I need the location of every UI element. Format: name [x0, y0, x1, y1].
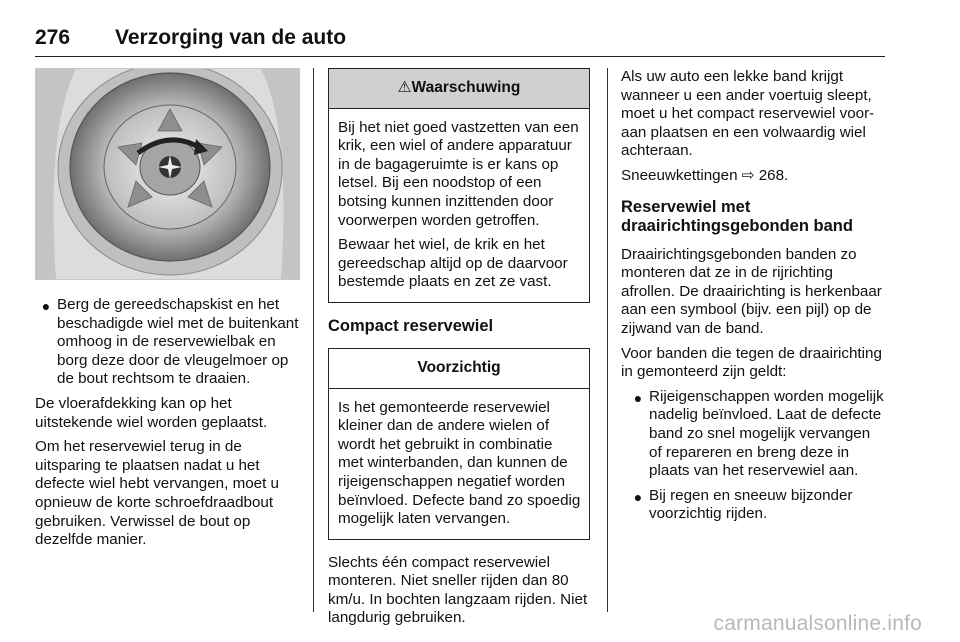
warning-header	[329, 69, 589, 109]
watermark: carmanualsonline.info	[713, 612, 922, 635]
right-column	[621, 68, 886, 530]
paragraph: De vloerafdekking kan op het uitstekende wiel worden geplaatst.	[35, 394, 268, 431]
section-title: Reservewiel met draairichtingsgebonden band	[621, 197, 853, 235]
column-divider	[607, 68, 608, 612]
list-item: ● Berg de gereedschapskist en het beschadigde wiel met de buitenkant omhoog in de reservewielbak en borg deze door de vleugelmoer op de bout rechtsom te draaien.	[35, 296, 299, 389]
list-item: ● Rijeigenschappen worden mogelijk nadelig beïnvloed. Laat de defecte band zo snel mogelijk vervangen of repareren en breng deze in plaats van het reservewiel aan.	[621, 388, 886, 481]
paragraph: Bij het niet goed vastzetten van een krik, een wiel of andere apparatuur in de bagageruimte is er kans op letsel. Bij een noodstop of een botsing kunnen inzittenden door voorwerpen worden getroffen.	[338, 118, 579, 229]
bullet-icon: ●	[633, 389, 643, 406]
spare-wheel-figure	[35, 68, 300, 280]
section-title: Compact reservewiel	[328, 316, 494, 335]
caution-box	[328, 348, 590, 540]
list-item: ● Bij regen en sneeuw bijzonder voorzichtig rijden.	[621, 487, 886, 524]
warning-title: Waarschuwing	[411, 79, 521, 96]
paragraph: Voor banden die tegen de draairichting in gemonteerd zijn geldt:	[621, 344, 882, 381]
paragraph: Slechts één compact reservewiel monteren. Niet sneller rijden dan 80 km/u. In bochten langzaam rijden. Niet langdurig gebruiken.	[328, 553, 588, 627]
warning-box	[328, 68, 590, 303]
paragraph: Is het gemonteerde reservewiel kleiner dan de andere wielen of wordt het gebruikt in combinatie met winterbanden, dan kunnen de rijeigenschappen negatief worden beïnvloed. Defecte band zo spoedig mogelijk laten vervangen.	[338, 398, 581, 528]
chapter-title: Verzorging van de auto	[115, 26, 347, 49]
caution-title: Voorzichtig	[329, 349, 589, 389]
paragraph: Als uw auto een lekke band krijgt wanneer u een ander voertuig sleept, moet u het compact reservewiel vooraan plaatsen en een volwaardig wiel achteraan.	[621, 68, 875, 160]
page-number: 276	[35, 26, 71, 49]
spare-wheel-illustration-icon	[36, 69, 299, 279]
column-divider	[313, 68, 314, 612]
paragraph: Draairichtingsgebonden banden zo monteren dat ze in de rijrichting afrollen. De draairichting is herkenbaar aan een symbool (bijv. een pijl) op de zijwand van de band.	[621, 245, 882, 337]
middle-column	[328, 68, 592, 634]
page-header	[35, 24, 885, 57]
warning-triangle-icon: ⚠	[397, 79, 412, 96]
paragraph: Om het reservewiel terug in de uitsparing te plaatsen nadat u het defecte wiel hebt vervangen, moet u opnieuw de korte schroefdraadbout gebruiken. Verwissel de bout op dezelfde manier.	[35, 438, 279, 549]
paragraph: Bewaar het wiel, de krik en het gereedschap altijd op de daarvoor bestemde plaats en zet ze vast.	[338, 236, 568, 291]
cross-reference: Sneeuwkettingen ⇨ 268.	[621, 166, 789, 184]
bullet-icon: ●	[633, 488, 643, 505]
left-column	[35, 68, 299, 556]
bullet-icon: ●	[41, 298, 51, 314]
